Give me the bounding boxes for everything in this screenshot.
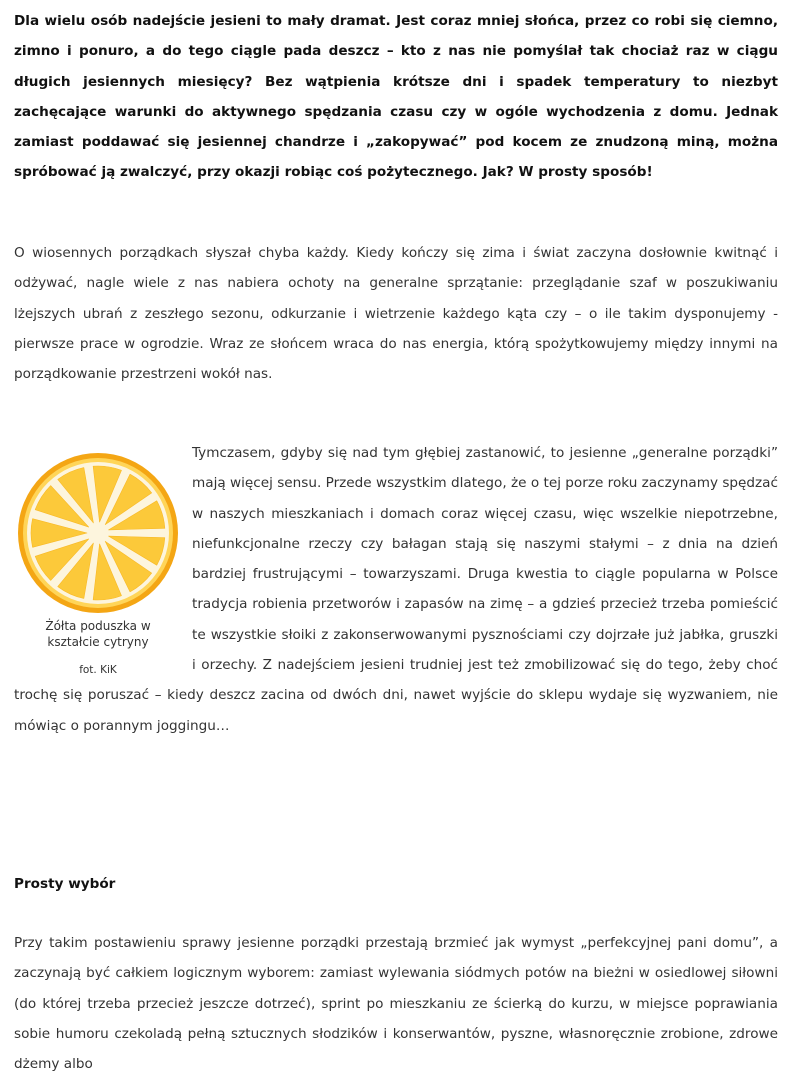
lemon-core <box>93 528 103 538</box>
figure-caption <box>14 618 182 650</box>
paragraph-spring-cleaning: O wiosennych porządkach słyszał chyba każdy. Kiedy kończy się zima i świat zaczyna dosłownie kwitnąć i odżywać, nagle wiele z nas nabiera ochoty na generalne sprzątanie: przeglądanie szaf w poszukiwaniu lżejszych ubrań z zeszłego sezonu, odkurzanie i wietrzenie każdego kąta czy – o ile takim dysponujemy - pierwsze prace w ogrodzie. Wraz ze słońcem wraca do nas energia, którą spożytkowujemy między innymi na porządkowanie przestrzeni wokół nas. <box>14 245 778 383</box>
intro-paragraph: Dla wielu osób nadejście jesieni to mały dramat. Jest coraz mniej słońca, przez co robi się ciemno, zimno i ponuro, a do tego ciągle pada deszcz – kto z nas nie pomyślał tak chociaż raz w ciągu długich jesiennych miesięcy? Bez wątpienia krótsze dni i spadek temperatury to niezbyt zachęcające warunki do aktywnego spędzania czasu czy w ogóle wychodzenia z domu. Jednak zamiast poddawać się jesiennej chandrze i „zakopywać” pod kocem ze znudzoną miną, można spróbować ją zwalczyć, przy okazji robiąc coś pożytecznego. Jak? W prosty sposób! <box>14 13 778 181</box>
lemon-slice-image <box>17 452 179 614</box>
paragraph-simple-choice: Przy takim postawieniu sprawy jesienne porządki przestają brzmieć jak wymyst „perfekcyjnej pani domu”, a zaczynają być całkiem logicznym wyborem: zamiast wylewania siódmych potów na bieżni w osiedlowej siłowni (do której trzeba przecież jeszcze dotrzeć), sprint po mieszkaniu ze ścierką do kurzu, w miejsce poprawiania sobie humoru czekoladą pełną sztucznych słodzików i konserwantów, pyszne, własnoręcznie zrobione, zdrowe dżemy albo <box>14 935 778 1073</box>
figure-caption-line2: kształcie cytryny <box>47 635 149 649</box>
figure-credit: fot. KiK <box>79 664 117 676</box>
section-heading: Prosty wybór <box>14 876 116 892</box>
figure-caption-line1: Żółta poduszka w <box>45 619 151 633</box>
lemon-figure <box>14 452 182 676</box>
paragraph-autumn-cleaning-text: Tymczasem, gdyby się nad tym głębiej zastanowić, to jesienne „generalne porządki” mają więcej sensu. Przede wszystkim dlatego, że o tej porze roku zaczynamy spędzać w naszych mieszkaniach i domach coraz więcej czasu, więc wszelkie niepotrzebne, niefunkcjonalne rzeczy czy bałagan stają się naszymi stałymi – z dnia na dzień bardziej frustrującymi – towarzyszami. Druga kwestia to ciągle popularna w Polsce tradycja robienia przetworów i zapasów na zimę – a gdzieś przecież trzeba pomieścić te wszystkie słoiki z zakonserwowanymi pysznościami czy dojrzałe już jabłka, gruszki i orzechy. Z nadejściem jesieni trudniej jest też zmobilizować się do tego, żeby choć trochę się poruszać – kiedy deszcz zacina od dwóch dni, nawet wyjście do sklepu wydaje się wyzwaniem, nie mówiąc o porannym joggingu… <box>14 445 778 734</box>
